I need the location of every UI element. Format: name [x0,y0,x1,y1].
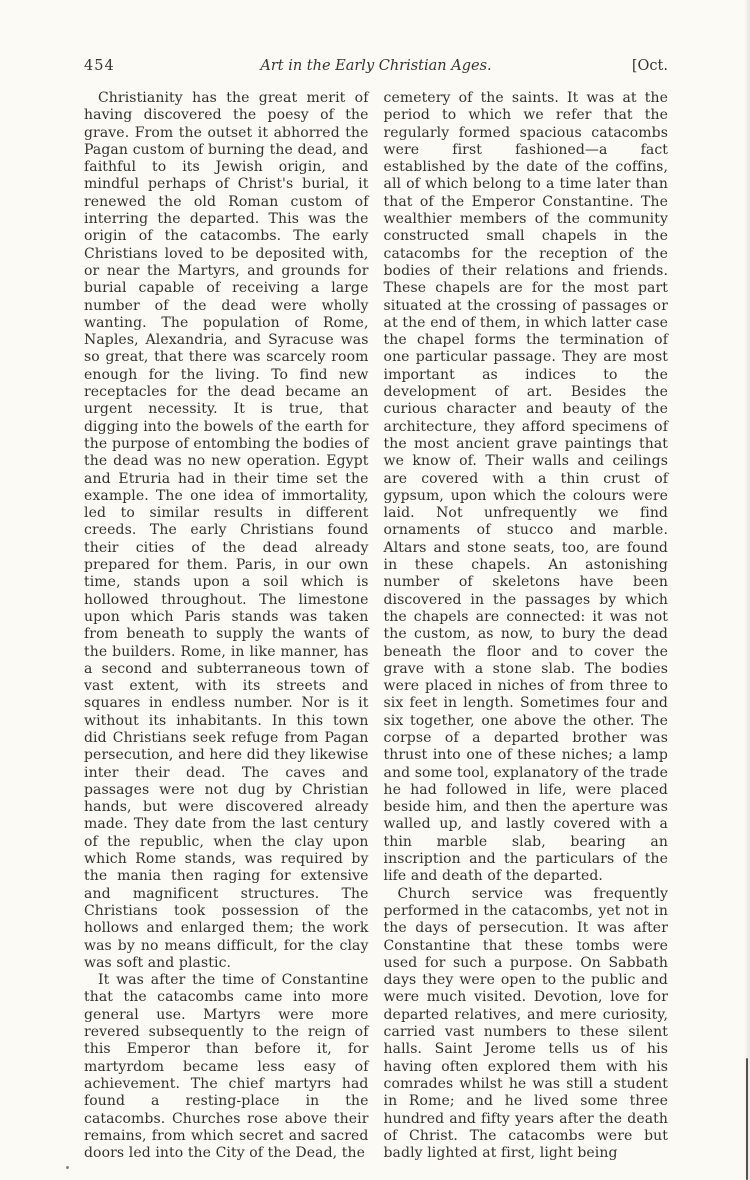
right-column [384,90,669,1162]
paragraph: Church service was frequently performed in the catacombs, yet not in the days of persecution. It was after Constantine that these tombs were used for such a purpose. On Sabbath days they were open to the public and were much visited. Devotion, love for departed relatives, and mere curiosity, carried vast numbers to these silent halls. Saint Jerome tells us of his having often explored them with his comrades whilst he was still a student in Rome; and he lived some three hundred and fifty years after the death of Christ. The catacombs were but badly lighted at first, light being [383,885,668,1162]
paragraph: cemetery of the saints. It was at the period to which we refer that the regularly formed spacious catacombs were first fashioned—a fact established by the date of the coffins, all of which belong to a time later than that of the Emperor Constantine. The wealthier members of the community constructed small chapels in the catacombs for the reception of the bodies of their relations and friends. These chapels are for the most part situated at the crossing of passages or at the end of them, in which latter case the chapel forms the termination of one particular passage. They are most important as indices to the development of art. Besides the curious character and beauty of the architecture, they afford specimens of the most ancient grave paintings that we know of. Their walls and ceilings are covered with a thin crust of gypsum, upon which the colours were laid. Not unfrequently we find ornaments of stucco and marble. Altars and stone seats, too, are found in these chapels. An astonishing number of skeletons have been discovered in the passages by which the chapels are connected: it was not the custom, as now, to bury the dead beneath the floor and to cover the grave with a stone slab. The bodies were placed in niches of from three to six feet in length. Sometimes four and six together, one above the other. The corpse of a departed brother was thrust into one of these niches; a lamp and some tool, explanatory of the trade he had followed in life, were placed beside him, and then the aperture was walled up, and lastly covered with a thin marble slab, bearing an inscription and the particulars of the life and death of the departed. [383,90,668,885]
running-title: Art in the Early Christian Ages. [260,58,492,74]
page-header [84,58,668,74]
scan-shadow-right-edge [744,0,750,1180]
page-number: 454 [84,58,115,74]
paragraph: It was after the time of Constantine that the catacombs came into more general use. Martyrs were more revered subsequently to the reign of this Emperor than before it, for martyrdom became less easy of achievement. The chief martyrs had found a resting-place in the catacombs. Churches rose above their remains, from which secret and sacred doors led into the City of the Dead, the [84,972,369,1162]
scan-edge-line [746,1058,748,1180]
issue-date: [Oct. [631,58,668,74]
paragraph: Christianity has the great merit of having discovered the poesy of the grave. From the outset it abhorred the Pagan custom of burning the dead, and faithful to its Jewish origin, and mindful perhaps of Christ's burial, it renewed the old Roman custom of interring the departed. This was the origin of the catacombs. The early Christians loved to be deposited with, or near the Martyrs, and grounds for burial capable of receiving a large number of the dead were wholly wanting. The population of Rome, Naples, Alexandria, and Syracuse was so great, that there was scarcely room enough for the living. To find new receptacles for the dead became an urgent necessity. It is true, that digging into the bowels of the earth for the purpose of entombing the bodies of the dead was no new operation. Egypt and Etruria had in their time set the example. The one idea of immortality, led to similar results in different creeds. The early Christians found their cities of the dead already prepared for them. Paris, in our own time, stands upon a soil which is hollowed throughout. The limestone upon which Paris stands was taken from beneath to supply the wants of the builders. Rome, in like manner, has a second and subterraneous town of vast extent, with its streets and squares in endless number. Nor is it without its inhabitants. In this town did Christians seek refuge from Pagan persecution, and here did they likewise inter their dead. The caves and passages were not dug by Christian hands, but were discovered already made. They date from the last century of the republic, when the clay upon which Rome stands, was required by the mania then raging for extensive and magnificent structures. The Christians took possession of the hollows and enlarged them; the work was by no means difficult, for the clay was soft and plastic. [84,90,369,971]
scan-speck-artifact [66,1166,69,1169]
text-columns [84,90,668,1162]
left-column [84,90,369,1162]
